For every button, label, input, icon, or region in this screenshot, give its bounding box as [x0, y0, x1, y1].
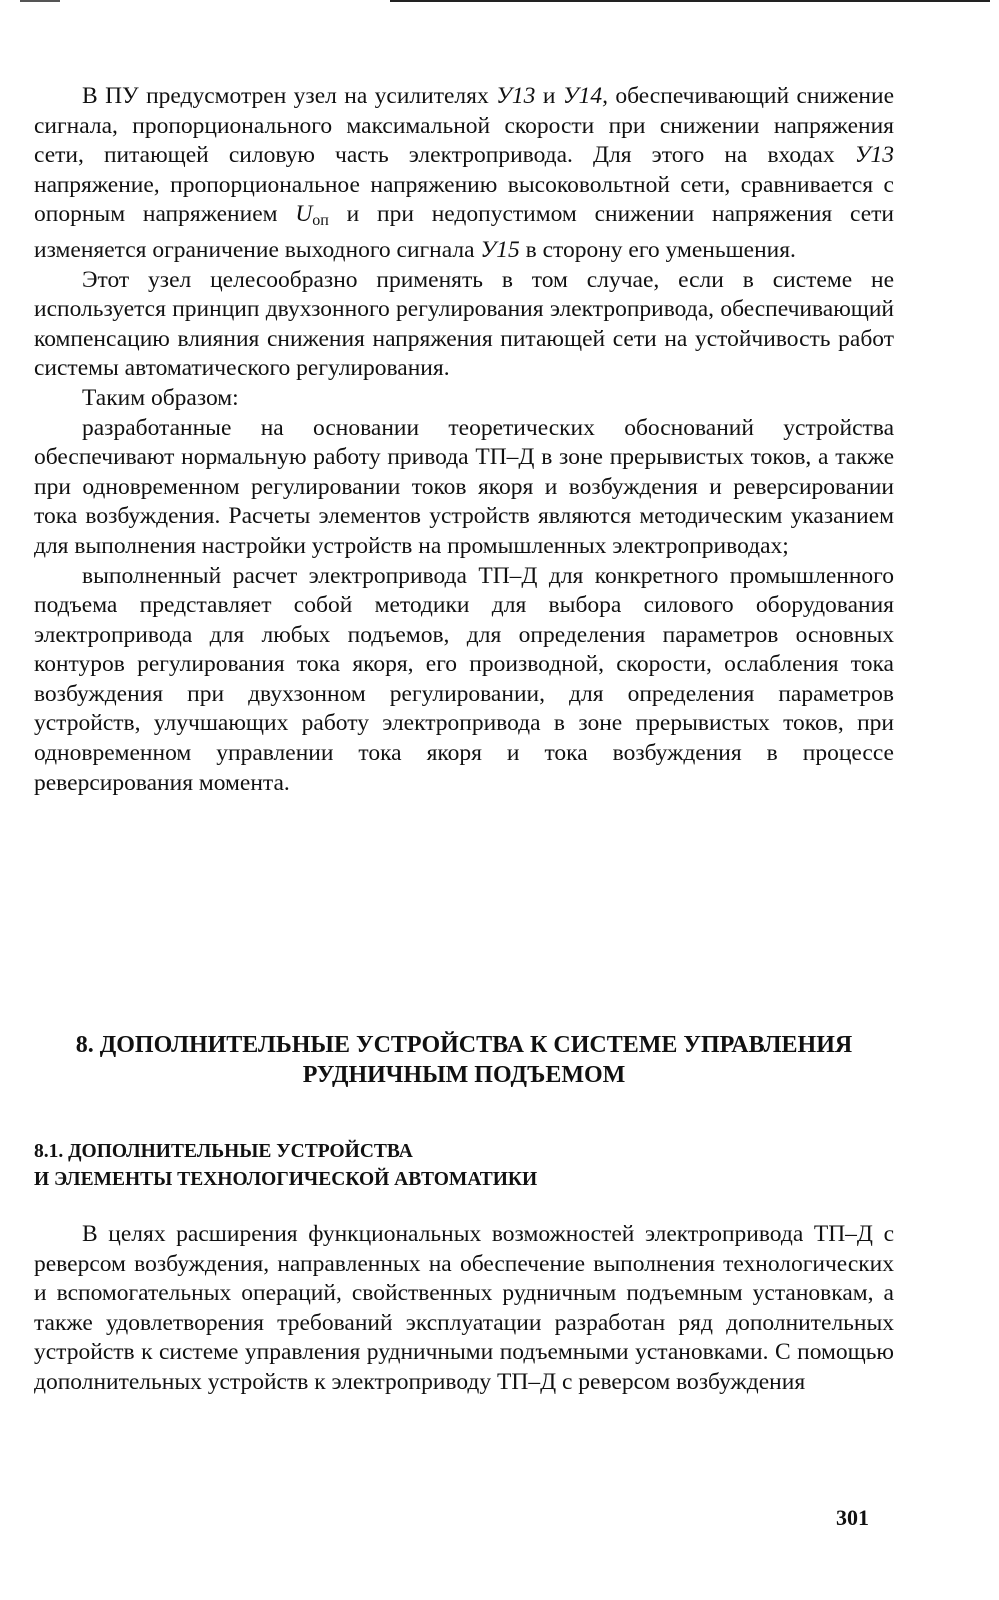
voltage-symbol: U [295, 201, 313, 228]
section-heading-line-1: 8.1. ДОПОЛНИТЕЛЬНЫЕ УСТРОЙСТВА [34, 1141, 413, 1162]
text-run: обеспечивающий снижение сигнала, пропорционального максимальной скорости при снижении напряжения сети, питающей силовую часть электропривода. Для этого на входах [34, 83, 894, 169]
amplifier-label-u15: У15 [480, 236, 520, 263]
paragraph-section-intro: В целях расширения функциональных возможностей электропривода ТП–Д с реверсом возбуждения, направленных на обеспечение выполнения технологических и вспомогательных операций, свойственных рудничным подъемным установкам, а также удовлетворения требований эксплуатации разработан ряд дополнительных устройств к системе управления рудничными подъемными установками. С помощью дополнительных устройств к электроприводу ТП–Д с реверсом возбуждения [34, 1221, 894, 1395]
section-text-block [34, 1220, 894, 1398]
chapter-heading [34, 1030, 894, 1090]
paragraph-pu-node [34, 82, 894, 266]
section-heading-line-2: И ЭЛЕМЕНТЫ ТЕХНОЛОГИЧЕСКОЙ АВТОМАТИКИ [34, 1169, 538, 1190]
amplifier-label-u13: У13 [496, 83, 536, 109]
chapter-heading-line-2: РУДНИЧНЫМ ПОДЪЕМОМ [302, 1062, 626, 1088]
paragraph-conclusion-devices: разработанные на основании теоретических обоснований устройства обеспечивают нормальную работу привода ТП–Д в зоне прерывистых токов, а также при одновременном регулировании токов якоря и возбуждения и реверсировании тока возбуждения. Расчеты элементов устройств являются методическим указанием для выполнения настройки устройств на промышленных электроприводах; [34, 414, 894, 559]
amplifier-label-u14: У14, [562, 83, 608, 109]
top-edge-mark [20, 0, 60, 2]
text-run: и при недопустимом снижении напряжения сети изменяется ограничение выходного сигнала [34, 201, 894, 263]
paragraph-conclusion-intro: Таким образом: [82, 384, 239, 411]
voltage-subscript: оп [312, 212, 329, 230]
chapter-heading-line-1: 8. ДОПОЛНИТЕЛЬНЫЕ УСТРОЙСТВА К СИСТЕМЕ УПРАВЛЕНИЯ [75, 1032, 853, 1058]
text-run: напряжение, пропорциональное напряжению высоковольтной сети, сравнивается с опорным напряжением [34, 171, 894, 228]
text-run: и [535, 83, 563, 109]
paragraph-usage-note: Этот узел целесообразно применять в том случае, если в системе не используется принцип двухзонного регулирования электропривода, обеспечивающий компенсацию влияния снижения напряжения питающей сети на устойчивость работ системы автоматического регулирования. [34, 266, 894, 382]
text-run: в сторону его уменьшения. [519, 236, 796, 263]
page-number: 301 [836, 1505, 869, 1530]
main-text-block [34, 82, 894, 798]
amplifier-label-u13: У13 [854, 142, 894, 169]
text-run: В ПУ предусмотрен узел на усилителях [82, 83, 497, 109]
paragraph-conclusion-calculation: выполненный расчет электропривода ТП–Д для конкретного промышленного подъема представляет собой методики для выбора силового оборудования электропривода для любых подъемов, для определения параметров основных контуров регулирования тока якоря, его производной, скорости, ослабления тока возбуждения при двухзонном регулировании, для определения параметров устройств, улучшающих работу электропривода в зоне прерывистых токов, при одновременном управлении тока якоря и тока возбуждения в процессе реверсирования момента. [34, 562, 894, 796]
top-rule [390, 0, 990, 2]
section-heading [34, 1138, 894, 1194]
